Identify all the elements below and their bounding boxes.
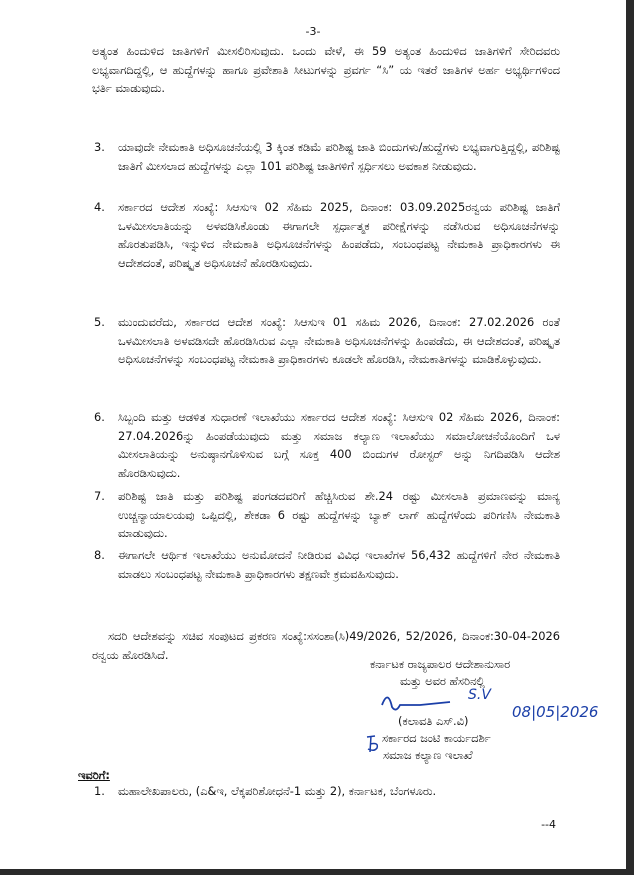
item-number: 5. — [94, 315, 105, 329]
continuation-marker: --4 — [541, 818, 556, 831]
signatory-department: ಸಮಾಜ ಕಲ್ಯಾಣ ಇಲಾಖೆ — [383, 748, 473, 762]
item-text: ಮುಂದುವರೆದು, ಸರ್ಕಾರದ ಆದೇಶ ಸಂಖ್ಯೆ: ಸಿಆಸುಇ 01 ಸಹಿಮ 2026, ದಿನಾಂಕ: 27.02.2026 ರಂತೆ ಒಳಮೀಸಲಾತಿ ಅಳವಡಿಸದೇ ಹೊರಡಿಸಿರುವ ಎಲ್ಲಾ ನೇಮಕಾತಿ ಅಧಿಸೂಚನೆಗಳನ್ನು ಹಿಂಪಡೆದು, ಈ ಆದೇಶದಂತೆ, ಪರಿಷ್ಕೃತ ಅಧಿಸೂಚನೆಗಳನ್ನು ಸಂಬಂಧಪಟ್ಟ ನೇಮಕಾತಿ ಪ್ರಾಧಿಕಾರಗಳು ಕೂಡಲೇ ಹೊರಡಿಸಿ, ನೇಮಕಾತಿಗಳನ್ನು ಮಾಡಿಕೊಳ್ಳುವುದು. — [118, 315, 560, 367]
item-number: 6. — [94, 410, 105, 424]
signatory-name: (ಕಲಾವತಿ ಎಸ್.ವಿ) — [398, 714, 469, 728]
item-text: ಯಾವುದೇ ನೇಮಕಾತಿ ಅಧಿಸೂಚನೆಯಲ್ಲಿ 3 ಕ್ಕಿಂತ ಕಡಿಮೆ ಪರಿಶಿಷ್ಟ ಜಾತಿ ಬಿಂದುಗಳು/ಹುದ್ದೆಗಳು ಲಭ್ಯವಾಗುತ್ತಿದ್ದಲ್ಲಿ, ಪರಿಶಿಷ್ಟ ಜಾತಿಗೆ ಮೀಸಲಾದ ಹುದ್ದೆಗಳನ್ನು ಎಲ್ಲಾ 101 ಪರಿಶಿಷ್ಟ ಜಾತಿಗಳಿಗೆ ಸ್ಪರ್ಧಿಸಲು ಅವಕಾಶ ನೀಡುವುದು. — [118, 140, 560, 173]
list-item — [96, 487, 560, 543]
signature-line-2: ಮತ್ತು ಅವರ ಹೆಸರಿನಲ್ಲಿ — [400, 674, 485, 688]
viewer-edge-bottom — [0, 869, 634, 875]
list-item — [96, 546, 560, 583]
cc-heading: ಇವರಿಗೆ: — [78, 768, 110, 782]
list-item — [96, 408, 560, 482]
item-number: 8. — [94, 548, 105, 562]
item-text: ಸಿಬ್ಬಂದಿ ಮತ್ತು ಆಡಳಿತ ಸುಧಾರಣೆ ಇಲಾಖೆಯು ಸರ್ಕಾರದ ಆದೇಶ ಸಂಖ್ಯೆ: ಸಿಆಸುಇ 02 ಸೆಹಿಮ 2026, ದಿನಾಂಕ: 27.04.2026ನ್ನು ಹಿಂಪಡೆಯುವುದು ಮತ್ತು ಸಮಾಜ ಕಲ್ಯಾಣ ಇಲಾಖೆಯು ಸಮಾಲೋಚನೆಯೊಂದಿಗೆ ಒಳ ಮೀಸಲಾತಿಯನ್ನು ಅನುಷ್ಠಾನಗೊಳಿಸುವ ಬಗ್ಗೆ ಸೂಕ್ತ 400 ಬಿಂದುಗಳ ರೋಸ್ಟರ್ ಅನ್ನು ನಿಗದಿಪಡಿಸಿ ಆದೇಶ ಹೊರಡಿಸುವುದು. — [118, 410, 560, 480]
viewer-edge-right — [626, 0, 634, 875]
initial-mark-icon — [365, 734, 381, 754]
cc-list-item — [96, 782, 436, 801]
item-number: 1. — [94, 784, 105, 798]
handwritten-initials: S.V — [468, 687, 491, 703]
signature-line-1: ಕರ್ನಾಟಕ ರಾಜ್ಯಪಾಲರ ಆದೇಶಾನುಸಾರ — [370, 657, 511, 671]
item-text: ಪರಿಶಿಷ್ಟ ಜಾತಿ ಮತ್ತು ಪರಿಶಿಷ್ಟ ಪಂಗಡದವರಿಗೆ ಹೆಚ್ಚಿಸಿರುವ ಶೇ.24 ರಷ್ಟು ಮೀಸಲಾತಿ ಪ್ರಮಾಣವನ್ನು ಮಾನ್ಯ ಉಚ್ಚನ್ಯಾಯಾಲಯವು ಒಪ್ಪಿದಲ್ಲಿ, ಶೇಕಡಾ 6 ರಷ್ಟು ಹುದ್ದೆಗಳನ್ನು ಬ್ಯಾಕ್ ಲಾಗ್ ಹುದ್ದೆಗಳೆಂದು ಪರಿಗಣಿಸಿ ನೇಮಕಾತಿ ಮಾಡುವುದು. — [118, 489, 560, 541]
handwritten-date: 08|05|2026 — [512, 703, 599, 721]
item-number: 3. — [94, 140, 105, 154]
page-number: -3- — [305, 25, 321, 38]
item-number: 4. — [94, 200, 105, 214]
list-item — [96, 138, 560, 175]
item-text: ಸರ್ಕಾರದ ಆದೇಶ ಸಂಖ್ಯೆ: ಸಿಆಸುಇ 02 ಸೆಹಿಮ 2025, ದಿನಾಂಕ: 03.09.2025ರನ್ವಯ ಪರಿಶಿಷ್ಟ ಜಾತಿಗೆ ಒಳಮೀಸಲಾತಿಯನ್ನು ಅಳವಡಿಸಿಕೊಂಡು ಈಗಾಗಲೇ ಸ್ಪರ್ಧಾತ್ಮಕ ಪರೀಕ್ಷೆಗಳನ್ನು ನಡೆಸಿರುವ ಅಧಿಸೂಚನೆಗಳನ್ನು ಹೊರತುಪಡಿಸಿ, ಇನ್ನುಳಿದ ನೇಮಕಾತಿ ಅಧಿಸೂಚನೆಗಳನ್ನು ಹಿಂಪಡೆದು, ಸಂಬಂಧಪಟ್ಟ ನೇಮಕಾತಿ ಪ್ರಾಧಿಕಾರಗಳು ಈ ಆದೇಶದಂತೆ, ಪರಿಷ್ಕೃತ ಅಧಿಸೂಚನೆ ಹೊರಡಿಸುವುದು. — [118, 200, 560, 270]
item-text: ಮಹಾಲೇಖಪಾಲರು, (ಎ&ಇ, ಲೆಕ್ಕಪರಿಶೋಧನೆ-1 ಮತ್ತು 2), ಕರ್ನಾಟಕ, ಬೆಂಗಳೂರು. — [118, 784, 437, 798]
closing-paragraph: ಸದರಿ ಆದೇಶವನ್ನು ಸಚಿವ ಸಂಪುಟದ ಪ್ರಕರಣ ಸಂಖ್ಯೆ:ಸಸಂಶಾ(ಸಿ)49/2026, 52/2026, ದಿನಾಂಕ:30-04-2026 ರನ್ವಯ ಹೊರಡಿಸಿದೆ. — [92, 629, 560, 662]
list-item — [96, 198, 560, 272]
item-number: 7. — [94, 489, 105, 503]
signatory-designation: ಸರ್ಕಾರದ ಜಂಟಿ ಕಾರ್ಯದರ್ಶಿ — [382, 731, 491, 745]
item-text: ಈಗಾಗಲೇ ಆರ್ಥಿಕ ಇಲಾಖೆಯು ಅನುಮೋದನೆ ನೀಡಿರುವ ವಿವಿಧ ಇಲಾಖೆಗಳ 56,432 ಹುದ್ದೆಗಳಿಗೆ ನೇರ ನೇಮಕಾತಿ ಮಾಡಲು ಸಂಬಂಧಪಟ್ಟ ನೇಮಕಾತಿ ಪ್ರಾಧಿಕಾರಗಳು ತಕ್ಷಣವೇ ಕ್ರಮವಹಿಸುವುದು. — [118, 548, 560, 581]
list-item — [96, 313, 560, 369]
intro-paragraph: ಅತ್ಯಂತ ಹಿಂದುಳಿದ ಜಾತಿಗಳಿಗೆ ಮೀಸಲಿರಿಸುವುದು. ಒಂದು ವೇಳೆ, ಈ 59 ಅತ್ಯಂತ ಹಿಂದುಳಿದ ಜಾತಿಗಳಿಗೆ ಸೇರಿದವರು ಲಭ್ಯವಾಗದಿದ್ದಲ್ಲಿ, ಆ ಹುದ್ದೆಗಳನ್ನು ಹಾಗೂ ಪ್ರವೇಶಾತಿ ಸೀಟುಗಳನ್ನು ಪ್ರವರ್ಗ “ಸಿ” ಯ ಇತರೆ ಜಾತಿಗಳ ಅರ್ಹ ಅಭ್ಯರ್ಥಿಗಳಿಂದ ಭರ್ತಿ ಮಾಡುವುದು. — [92, 44, 560, 96]
